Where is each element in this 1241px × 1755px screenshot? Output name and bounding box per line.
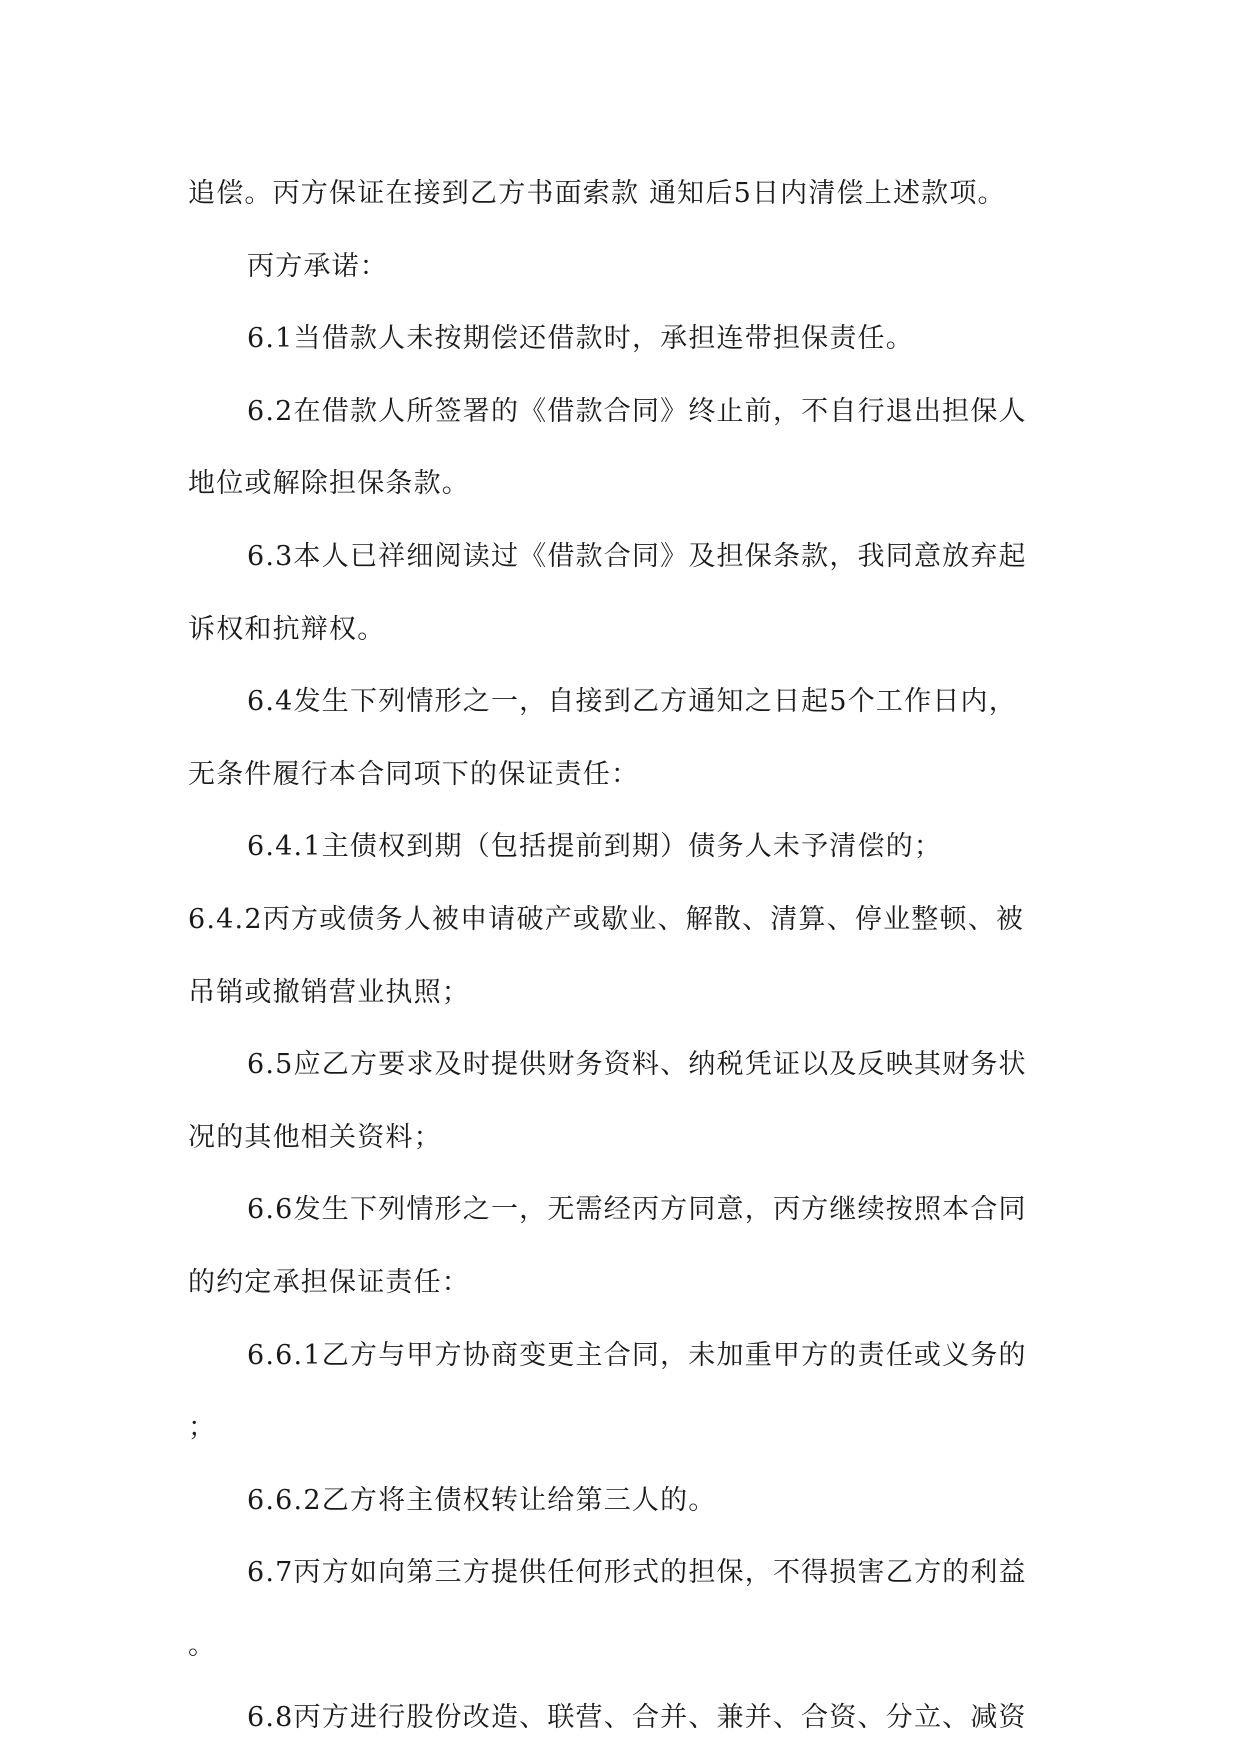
text-line: 6.6.1乙方与甲方协商变更主合同，未加重甲方的责任或义务的 [247,1339,1027,1371]
text-line: 6.8丙方进行股份改造、联营、合并、兼并、合资、分立、减资 [247,1702,1027,1734]
text-line: 6.4.2丙方或债务人被申请破产或歇业、解散、清算、停业整顿、被 [188,903,1025,935]
text-line: 丙方承诺： [247,250,388,282]
text-line: 6.3本人已祥细阅读过《借款合同》及担保条款，我同意放弃起 [247,540,1027,572]
text-line: 地位或解除担保条款。 [188,468,470,500]
text-line: 6.6.2乙方将主债权转让给第三人的。 [247,1484,717,1516]
document-body [188,158,1064,1755]
text-line: ； [188,1412,217,1444]
text-line: 6.5应乙方要求及时提供财务资料、纳税凭证以及反映其财务状 [247,1049,1027,1081]
text-line: 追偿。丙方保证在接到乙方书面索款 通知后5日内清偿上述款项。 [188,178,1006,209]
text-line: 无条件履行本合同项下的保证责任： [188,758,640,790]
text-line: 6.7丙方如向第三方提供任何形式的担保，不得损害乙方的利益 [247,1557,1027,1589]
text-line: 6.4发生下列情形之一，自接到乙方通知之日起5个工作日内， [247,686,1017,718]
text-line: 6.1当借款人未按期偿还借款时，承担连带担保责任。 [247,323,914,355]
text-line: 。 [188,1629,217,1661]
text-line: 6.2在借款人所签署的《借款合同》终止前，不自行退出担保人 [247,395,1027,427]
text-line: 诉权和抗辩权。 [188,613,386,645]
text-line: 吊销或撤销营业执照； [188,976,470,1008]
text-line: 的约定承担保证责任： [188,1266,470,1298]
text-line: 6.4.1主债权到期（包括提前到期）债务人未予清偿的； [247,831,943,863]
text-line: 6.6发生下列情形之一，无需经丙方同意，丙方继续按照本合同 [247,1194,1027,1226]
text-line: 况的其他相关资料； [188,1121,442,1153]
